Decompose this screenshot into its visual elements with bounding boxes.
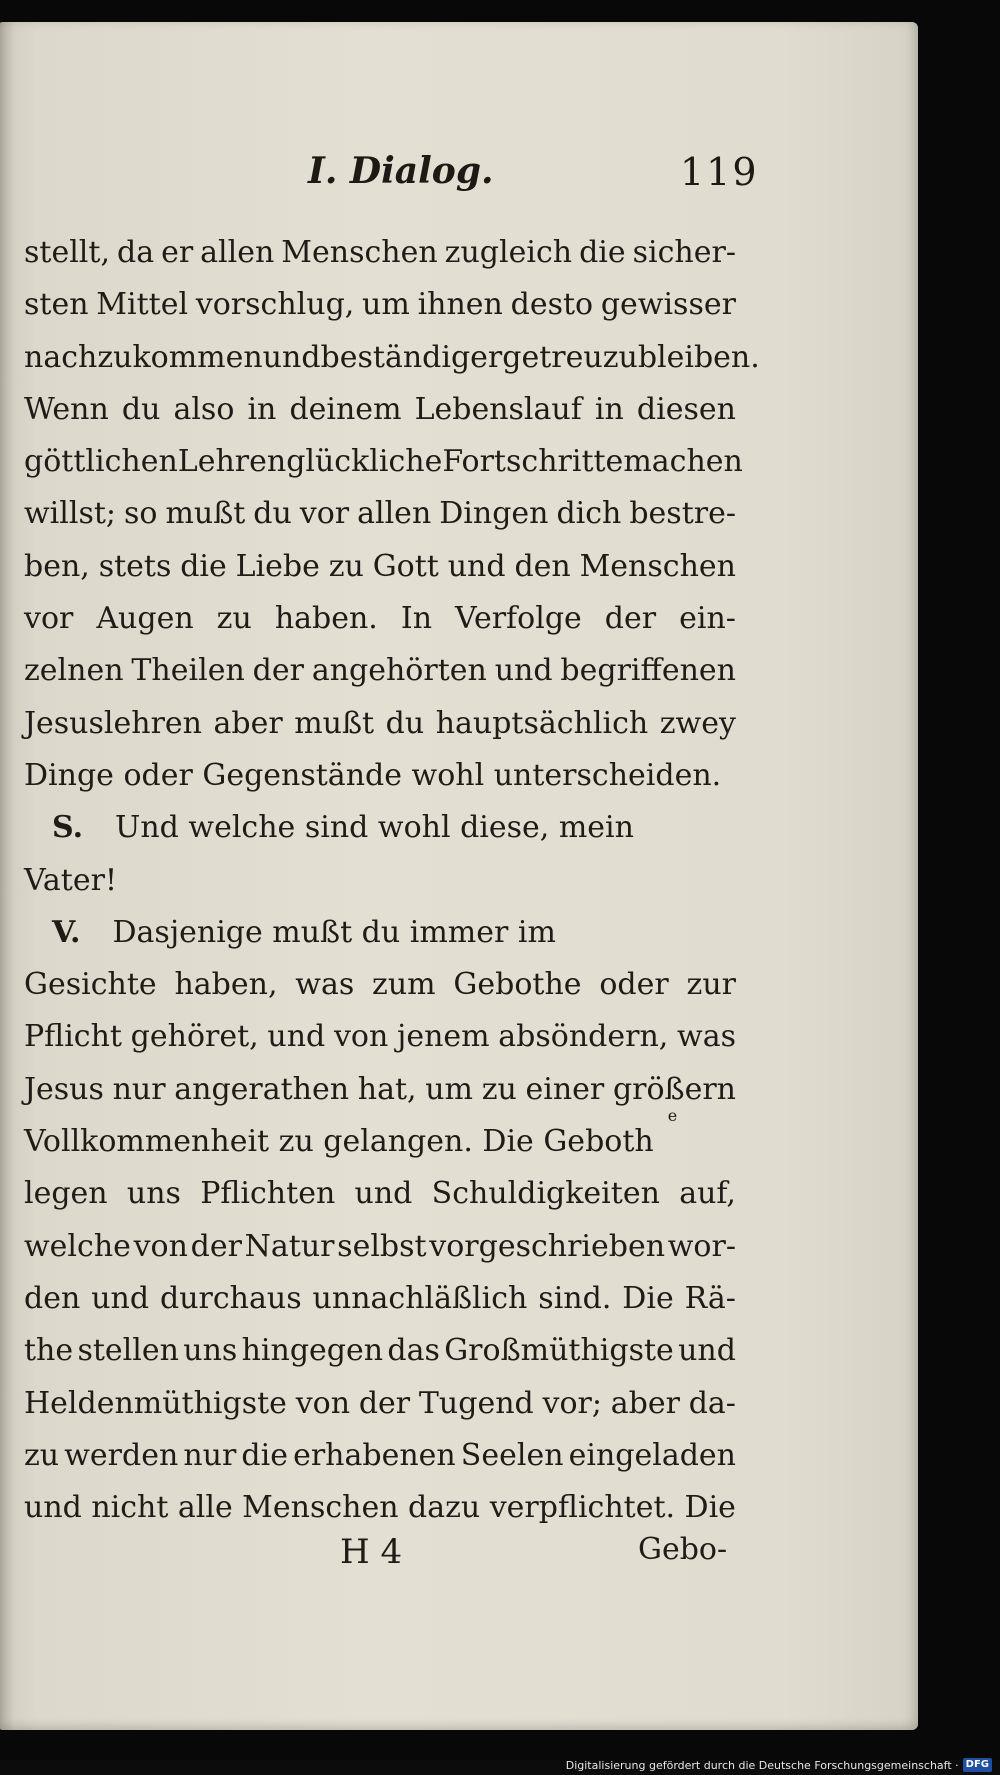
word: zur	[686, 967, 736, 1003]
word: und	[678, 1333, 736, 1369]
word: vor	[299, 496, 350, 532]
word: stellt,	[24, 235, 110, 270]
word: vorgeschrieben	[429, 1228, 666, 1264]
word: und	[91, 1280, 150, 1316]
word: Seelen	[460, 1437, 564, 1473]
word: um	[425, 1071, 474, 1107]
word: Gott	[372, 548, 439, 584]
word: zu	[602, 339, 638, 375]
word: zu	[328, 548, 364, 584]
word: beständiger	[320, 339, 503, 375]
text-line	[24, 332, 760, 384]
text-line	[24, 1273, 736, 1325]
word: sicher-	[632, 235, 736, 270]
word: legen	[24, 1176, 108, 1212]
word: willst;	[24, 496, 117, 532]
word: uns	[183, 1333, 238, 1369]
text-line	[24, 1221, 736, 1273]
speaker-label-s: S.	[52, 810, 84, 846]
text-line	[24, 1168, 736, 1220]
word: Die	[622, 1280, 674, 1316]
word: vor	[24, 601, 74, 637]
word: zugleich	[444, 235, 573, 270]
word: von	[295, 1385, 351, 1421]
word: von	[133, 1228, 188, 1264]
word: den	[24, 1280, 81, 1316]
word: vor;	[542, 1385, 602, 1421]
word: Augen	[96, 601, 194, 637]
running-title: I. Dialog.	[308, 150, 494, 192]
text-line	[24, 1482, 736, 1534]
word: den	[514, 548, 571, 584]
word: Menschen	[242, 1490, 399, 1526]
word: du	[121, 391, 161, 427]
word: uns	[126, 1176, 181, 1212]
word: Gesichte	[24, 967, 157, 1003]
dialogue-text: Und welche sind wohl diese, mein	[115, 810, 634, 846]
text-line	[24, 1011, 736, 1063]
word: the	[24, 1333, 74, 1369]
word: diesen	[636, 391, 736, 427]
word: bleiben.	[637, 339, 760, 375]
word: also	[173, 391, 235, 427]
word: um	[362, 287, 410, 323]
word: nur	[183, 1437, 237, 1473]
word: deinem	[289, 391, 402, 427]
word: angerathen	[174, 1071, 350, 1107]
page-header	[0, 150, 918, 210]
word: oder	[599, 967, 669, 1003]
dialogue-line-s	[24, 802, 736, 854]
word: getreu	[502, 339, 603, 375]
word: Natur	[244, 1228, 335, 1264]
text-line	[24, 227, 736, 279]
word: die	[579, 235, 626, 270]
word: die	[241, 1437, 288, 1473]
word: zelnen	[24, 653, 124, 689]
credit-text: Digitalisierung gefördert durch die Deutsche Forschungsgemeinschaft ·	[565, 1758, 959, 1772]
word: mußt	[294, 705, 375, 741]
word: angehörten	[311, 653, 487, 689]
word: aber	[213, 705, 283, 741]
text-line	[24, 593, 736, 645]
word: das	[387, 1333, 440, 1369]
word: einer	[525, 1071, 605, 1107]
text-line: Vater!	[24, 862, 118, 898]
body-text	[24, 227, 760, 1534]
word: der	[358, 1385, 411, 1421]
word: sind.	[538, 1280, 612, 1316]
word: absöndern,	[498, 1019, 669, 1055]
signature-mark: H 4	[340, 1532, 403, 1572]
word: Pflicht	[24, 1019, 122, 1055]
word: ein-	[679, 601, 736, 637]
word: unnachläßlich	[312, 1280, 528, 1316]
text-line	[24, 1430, 736, 1482]
word: Theilen	[131, 653, 245, 689]
text-line	[24, 959, 736, 1011]
dfg-logo: DFG	[963, 1758, 992, 1772]
word: alle	[177, 1490, 233, 1526]
text-line	[24, 1378, 736, 1430]
word: göttlichen	[24, 444, 178, 480]
speaker-label-v: V.	[52, 914, 81, 950]
text-line	[24, 698, 736, 750]
word: von	[333, 1019, 389, 1055]
word: Fortschritte	[442, 444, 624, 480]
word: selbst	[337, 1228, 427, 1264]
word: hat,	[357, 1071, 417, 1107]
word: und	[262, 339, 321, 375]
word: sten	[24, 287, 89, 323]
word: er	[161, 235, 194, 270]
word: Die	[684, 1490, 736, 1526]
word: Menschen	[281, 235, 438, 270]
word: nicht	[91, 1490, 169, 1526]
word: werden	[64, 1437, 179, 1473]
text-line	[24, 279, 736, 331]
text-line	[24, 488, 736, 540]
dialogue-line-v	[24, 907, 736, 959]
text-line	[24, 645, 736, 697]
word: und	[494, 653, 553, 689]
word: dazu	[408, 1490, 481, 1526]
word: dich	[556, 496, 622, 532]
superscript-letter: e	[667, 1106, 678, 1126]
word: Rä-	[684, 1280, 736, 1316]
word: Lehren	[177, 444, 287, 480]
word: hingegen	[241, 1333, 384, 1369]
word: allen	[200, 235, 275, 270]
word: da-	[688, 1385, 736, 1421]
digitization-credit	[566, 1757, 992, 1773]
word: ihnen	[417, 287, 503, 323]
word: vorschlug,	[195, 287, 355, 323]
word: so	[124, 496, 158, 532]
word: Jesuslehren	[24, 705, 202, 741]
word: Gebothe	[453, 967, 582, 1003]
page-number: 119	[680, 150, 759, 194]
text-line	[24, 1064, 736, 1116]
word: du	[253, 496, 292, 532]
word: mußt	[165, 496, 246, 532]
word: zwey	[659, 705, 736, 741]
word: zu	[481, 1071, 517, 1107]
word: stets	[98, 548, 172, 584]
word: größern	[612, 1071, 736, 1107]
word: zu	[216, 601, 252, 637]
word: Großmüthigste	[444, 1333, 674, 1369]
word: gehöret,	[130, 1019, 259, 1055]
word: Jesus	[24, 1071, 104, 1107]
word: eingeladen	[568, 1437, 736, 1473]
word: aber	[610, 1385, 680, 1421]
word: und	[267, 1019, 326, 1055]
text-line	[24, 436, 743, 488]
word: Verfolge	[455, 601, 582, 637]
word: ben,	[24, 548, 90, 584]
word: der	[190, 1228, 242, 1264]
word: In	[400, 601, 433, 637]
word: Liebe	[235, 548, 320, 584]
word: wor-	[667, 1228, 736, 1264]
text-line: Dinge oder Gegenstände wohl unterscheiden.	[24, 757, 722, 793]
word: Tugend	[418, 1385, 534, 1421]
word: die	[180, 548, 227, 584]
text-line-with-superscript	[24, 1106, 736, 1168]
word: zum	[372, 967, 436, 1003]
word: desto	[510, 287, 594, 323]
word: durchaus	[160, 1280, 302, 1316]
word: Menschen	[579, 548, 736, 584]
word: haben,	[174, 967, 278, 1003]
word: Dingen	[439, 496, 549, 532]
word: auf,	[679, 1176, 736, 1212]
word: in	[594, 391, 624, 427]
text-segment: Vollkommenheit zu gelangen. Die Geboth	[24, 1124, 654, 1160]
word: nur	[112, 1071, 166, 1107]
catchword: Gebo-	[638, 1532, 728, 1567]
word: verpflichtet.	[489, 1490, 676, 1526]
word: Pflichten	[200, 1176, 336, 1212]
word: stellen	[77, 1333, 179, 1369]
word: was	[677, 1019, 736, 1055]
word: welche	[24, 1228, 131, 1264]
word: und	[447, 548, 506, 584]
word: Heldenmüthigste	[24, 1385, 287, 1421]
word: haben.	[274, 601, 378, 637]
text-line	[24, 541, 736, 593]
word: hauptsächlich	[435, 705, 649, 741]
word: bestre-	[629, 496, 736, 532]
text-line	[24, 384, 736, 436]
word: der	[252, 653, 304, 689]
page-footer	[0, 1532, 918, 1592]
word: du	[385, 705, 425, 741]
word: Mittel	[96, 287, 189, 323]
word: begriffenen	[560, 653, 736, 689]
word: gewisser	[600, 287, 736, 323]
text-line	[24, 1325, 736, 1377]
dialogue-text: Dasjenige mußt du immer im	[112, 914, 556, 950]
word: und	[24, 1490, 82, 1526]
word: in	[247, 391, 277, 427]
book-page	[0, 22, 918, 1730]
word: Wenn	[24, 391, 109, 427]
word: der	[604, 601, 657, 637]
word: Schuldigkeiten	[431, 1176, 660, 1212]
word: da	[116, 235, 155, 270]
word: was	[295, 967, 355, 1003]
word: allen	[357, 496, 432, 532]
word: machen	[623, 444, 743, 480]
word: glückliche	[286, 444, 443, 480]
word: jenem	[397, 1019, 490, 1055]
word: nachzukommen	[24, 339, 263, 375]
word: und	[354, 1176, 413, 1212]
word: Lebenslauf	[414, 391, 582, 427]
word: erhabenen	[293, 1437, 456, 1473]
word: zu	[24, 1437, 60, 1473]
